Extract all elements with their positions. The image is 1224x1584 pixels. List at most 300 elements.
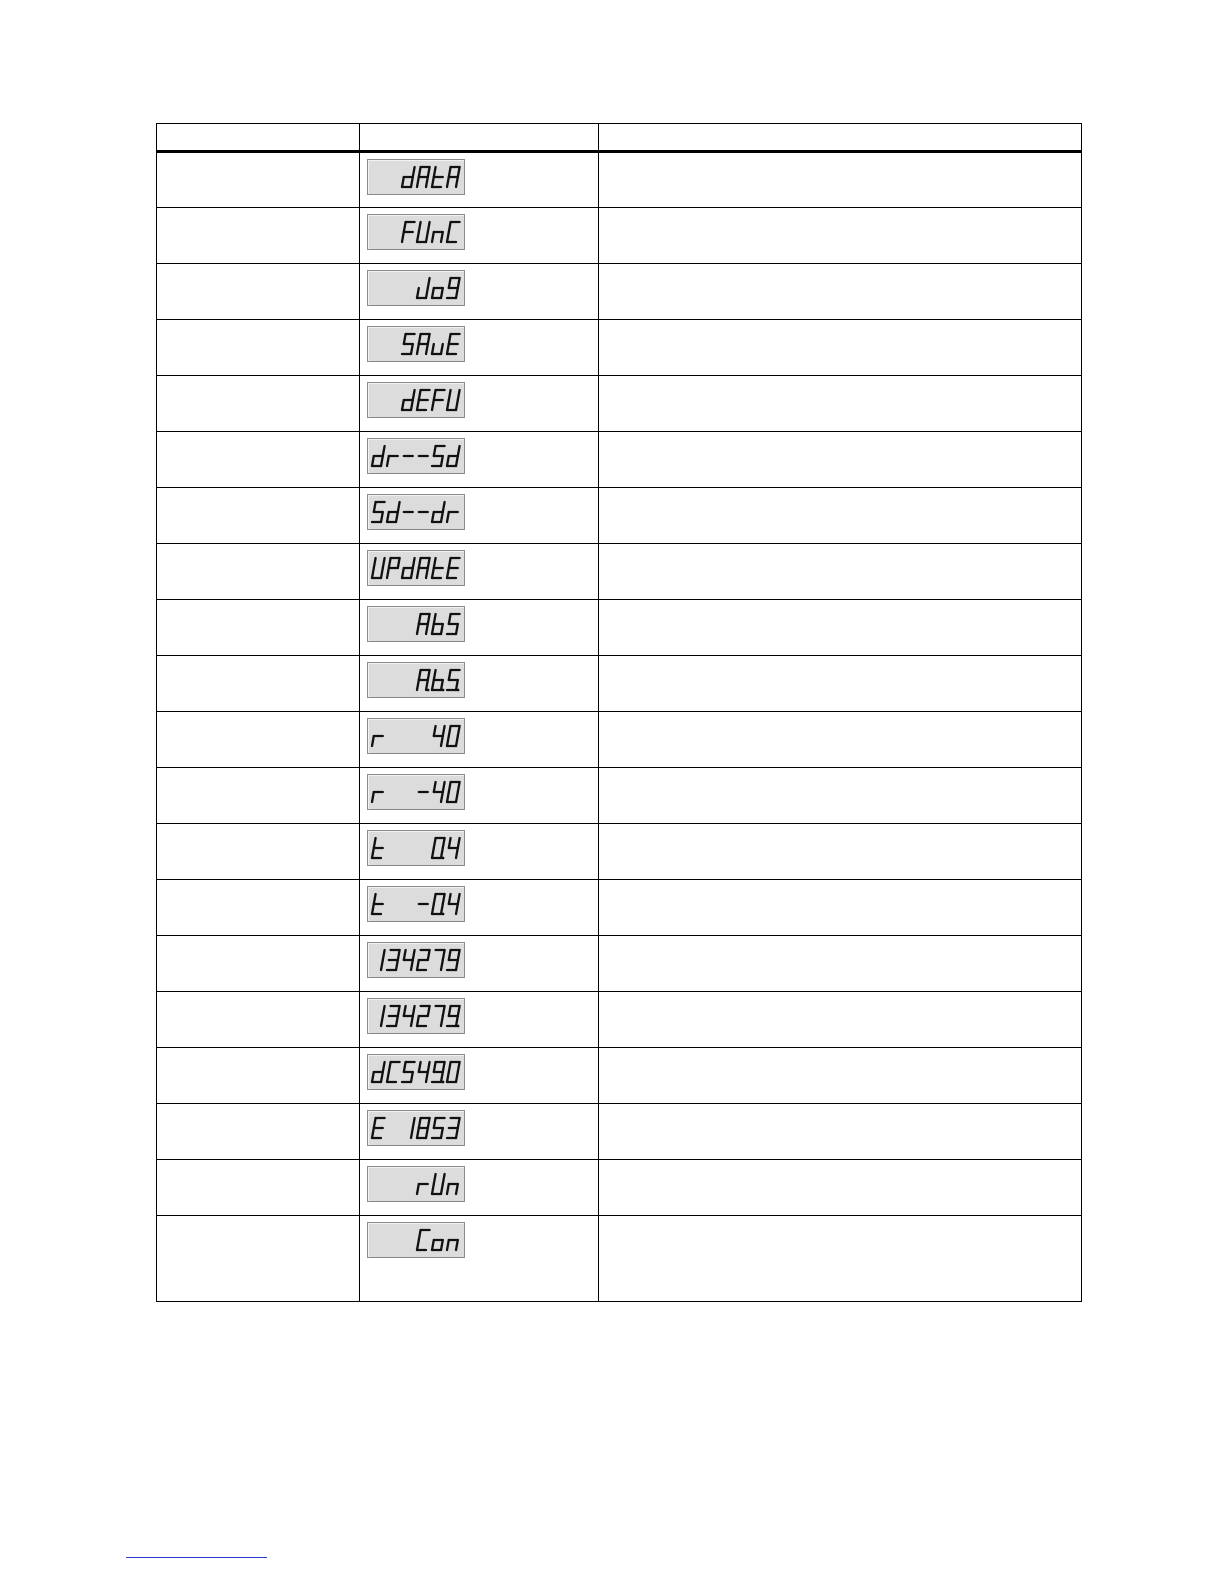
lcd-segment [413, 950, 415, 960]
lcd-segment [419, 167, 421, 177]
lcd-segment [443, 1062, 445, 1072]
lcd-segment [426, 177, 428, 187]
lcd-segment [449, 167, 451, 177]
description-cell [599, 1160, 1082, 1216]
table-row [157, 992, 1082, 1048]
lcd-segment [449, 278, 451, 288]
lcd-segment [458, 950, 460, 960]
lcd-segment [419, 558, 421, 568]
lcd-segment [456, 960, 458, 970]
lcd-digit [417, 334, 430, 354]
lcd-segment [456, 680, 458, 690]
display-cell [360, 208, 599, 264]
display-cell [360, 1216, 599, 1302]
lcd-display [367, 326, 465, 362]
lcd-digit [372, 792, 383, 802]
lcd-segment [456, 288, 458, 298]
lcd-segment [434, 614, 436, 624]
lcd-digit [417, 1118, 430, 1138]
lcd-segment [434, 1118, 436, 1128]
lcd-digits [368, 215, 464, 249]
lcd-segment [411, 177, 413, 187]
lcd-segment [458, 1118, 460, 1128]
lcd-digit [402, 334, 415, 354]
lcd-digits [368, 495, 464, 529]
lcd-segment [447, 344, 449, 354]
lcd-segment [458, 167, 460, 177]
lcd-display [367, 550, 465, 586]
lcd-display [367, 1166, 465, 1202]
lcd-segment [449, 614, 451, 624]
lcd-segment [396, 1016, 398, 1026]
lcd-segment [402, 568, 404, 578]
name-cell [157, 712, 360, 768]
display-cell [360, 1104, 599, 1160]
name-cell [157, 208, 360, 264]
description-cell [599, 488, 1082, 544]
lcd-segment [374, 894, 376, 904]
lcd-digit [432, 558, 443, 578]
display-cell [360, 1160, 599, 1216]
lcd-segment [447, 736, 449, 746]
footer-link-underline [126, 1557, 267, 1558]
lcd-digit [417, 950, 430, 970]
lcd-display [367, 886, 465, 922]
display-cell [360, 880, 599, 936]
description-cell [599, 712, 1082, 768]
lcd-digit [432, 1118, 445, 1138]
lcd-digit [381, 950, 385, 970]
lcd-digit [447, 334, 460, 354]
lcd-digit [447, 222, 460, 242]
lcd-segment [432, 232, 434, 242]
lcd-segment [372, 456, 374, 466]
lcd-segment [456, 177, 458, 187]
lcd-digit [432, 670, 444, 691]
lcd-digit [387, 456, 398, 466]
lcd-segment [447, 400, 449, 410]
display-cell [360, 376, 599, 432]
description-cell [599, 264, 1082, 320]
lcd-digit [372, 736, 383, 746]
lcd-digits [368, 775, 464, 809]
lcd-digit [447, 614, 460, 634]
lcd-digit [402, 167, 415, 187]
name-cell [157, 1048, 360, 1104]
lcd-segment [413, 167, 415, 177]
table-row [157, 432, 1082, 488]
lcd-digit [447, 167, 460, 187]
lcd-segment [434, 167, 436, 177]
lcd-decimal-point [442, 689, 445, 692]
lcd-decimal-point [442, 913, 445, 916]
lcd-display [367, 270, 465, 306]
lcd-segment [443, 894, 445, 904]
lcd-digits [368, 663, 464, 697]
lcd-segment [411, 1072, 413, 1082]
lcd-segment [381, 1016, 383, 1026]
lcd-segment [449, 838, 451, 848]
lcd-digits [368, 551, 464, 585]
lcd-segment [383, 1006, 385, 1016]
lcd-segment [458, 1006, 460, 1016]
lcd-segment [413, 1006, 415, 1016]
lcd-segment [456, 792, 458, 802]
lcd-segment [402, 232, 404, 242]
lcd-digits [368, 719, 464, 753]
lcd-segment [381, 456, 383, 466]
lcd-segment [458, 782, 460, 792]
lcd-segment [411, 1128, 413, 1138]
lcd-digit [387, 1006, 400, 1026]
lcd-digit [447, 278, 460, 298]
lcd-digit [417, 278, 430, 298]
table-row [157, 1216, 1082, 1302]
name-cell [157, 488, 360, 544]
lcd-segment [434, 1174, 436, 1184]
table-row [157, 1048, 1082, 1104]
lcd-segment [434, 894, 436, 904]
lcd-digit [447, 670, 460, 691]
lcd-segment [441, 904, 443, 914]
lcd-segment [372, 1128, 374, 1138]
lcd-display [367, 159, 465, 195]
lcd-segment [396, 960, 398, 970]
lcd-segment [428, 334, 430, 344]
lcd-segment [404, 222, 406, 232]
lcd-digit [447, 446, 460, 466]
name-cell [157, 264, 360, 320]
display-cell [360, 432, 599, 488]
lcd-segment [443, 726, 445, 736]
lcd-display [367, 382, 465, 418]
lcd-digit [381, 1006, 385, 1026]
lcd-digit [434, 726, 445, 746]
name-cell [157, 376, 360, 432]
lcd-segment [449, 390, 451, 400]
name-cell [157, 992, 360, 1048]
lcd-digit [447, 950, 460, 970]
lcd-segment [458, 1062, 460, 1072]
lcd-digit [417, 167, 430, 187]
lcd-digit [417, 1230, 430, 1250]
lcd-segment [443, 1174, 445, 1184]
lcd-segment [381, 1072, 383, 1082]
lcd-segment [398, 558, 400, 568]
lcd-segment [398, 502, 400, 512]
lcd-segment [428, 558, 430, 568]
description-cell [599, 432, 1082, 488]
table-row [157, 880, 1082, 936]
lcd-digit [447, 726, 460, 746]
lcd-digits [368, 831, 464, 865]
table-header-row [157, 124, 1082, 152]
lcd-segment [434, 390, 436, 400]
lcd-digit [447, 1240, 458, 1250]
lcd-segment [441, 512, 443, 522]
lcd-segment [443, 838, 445, 848]
lcd-digit [372, 1062, 385, 1082]
lcd-segment [456, 1240, 458, 1250]
lcd-segment [419, 1230, 421, 1240]
lcd-segment [458, 446, 460, 456]
lcd-digits [368, 383, 464, 417]
lcd-segment [381, 568, 383, 578]
lcd-segment [456, 1184, 458, 1194]
lcd-digit [402, 390, 415, 410]
table-row [157, 712, 1082, 768]
lcd-segment [389, 1062, 391, 1072]
lcd-digit [417, 1006, 430, 1026]
lcd-display [367, 718, 465, 754]
lcd-segment [428, 950, 430, 960]
lcd-digit [404, 950, 415, 970]
description-cell [599, 824, 1082, 880]
lcd-segment [434, 838, 436, 848]
display-cell [360, 544, 599, 600]
lcd-segment [417, 568, 419, 578]
lcd-segment [402, 177, 404, 187]
lcd-segment [449, 1006, 451, 1016]
lcd-digits [368, 999, 464, 1033]
lcd-display [367, 830, 465, 866]
lcd-segment [404, 1006, 406, 1016]
lcd-segment [456, 1128, 458, 1138]
lcd-digit [417, 558, 430, 578]
lcd-segment [456, 456, 458, 466]
lcd-segment [387, 456, 389, 466]
lcd-segment [456, 624, 458, 634]
lcd-segment [456, 400, 458, 410]
table-row [157, 936, 1082, 992]
lcd-segment [402, 400, 404, 410]
lcd-segment [447, 177, 449, 187]
description-cell [599, 1048, 1082, 1104]
lcd-segment [417, 1184, 419, 1194]
lcd-segment [458, 390, 460, 400]
name-cell [157, 768, 360, 824]
lcd-segment [372, 568, 374, 578]
lcd-segment [428, 1118, 430, 1128]
lcd-segment [383, 558, 385, 568]
lcd-segment [428, 1006, 430, 1016]
lcd-segment [404, 950, 406, 960]
lcd-segment [449, 782, 451, 792]
lcd-segment [411, 568, 413, 578]
description-cell [599, 544, 1082, 600]
lcd-segment [443, 782, 445, 792]
lcd-digit [447, 1006, 460, 1027]
description-cell [599, 152, 1082, 208]
lcd-digit [372, 838, 383, 858]
lcd-display [367, 942, 465, 978]
lcd-digit [447, 782, 460, 802]
lcd-segment [389, 558, 391, 568]
lcd-segment [441, 288, 443, 298]
display-cell [360, 488, 599, 544]
lcd-segment [458, 838, 460, 848]
lcd-digit [432, 288, 443, 298]
table-row [157, 208, 1082, 264]
lcd-digits [368, 607, 464, 641]
lcd-segment [449, 334, 451, 344]
lcd-segment [398, 1006, 400, 1016]
lcd-segment [443, 1006, 445, 1016]
lcd-digit [387, 1062, 400, 1082]
lcd-segment [383, 950, 385, 960]
description-cell [599, 600, 1082, 656]
lcd-segment [456, 1016, 458, 1026]
lcd-display [367, 998, 465, 1034]
lcd-display [367, 438, 465, 474]
lcd-segment [426, 680, 428, 690]
lcd-segment [441, 1240, 443, 1250]
lcd-display [367, 774, 465, 810]
display-cell [360, 768, 599, 824]
lcd-segment [374, 1118, 376, 1128]
name-cell [157, 936, 360, 992]
description-cell [599, 880, 1082, 936]
table-row [157, 488, 1082, 544]
lcd-digit [432, 894, 445, 915]
lcd-digit [432, 446, 445, 466]
lcd-segment [372, 792, 374, 802]
lcd-digit [447, 512, 458, 522]
lcd-segment [441, 848, 443, 858]
lcd-digit [387, 502, 400, 522]
lcd-digits [368, 1111, 464, 1145]
lcd-segment [432, 1184, 434, 1194]
lcd-segment [417, 680, 419, 690]
lcd-segment [441, 960, 443, 970]
lcd-decimal-point [427, 689, 430, 692]
lcd-segment [441, 1016, 443, 1026]
lcd-digit [432, 1174, 445, 1194]
lcd-digits [368, 943, 464, 977]
lcd-digit [402, 1062, 415, 1082]
lcd-digits [368, 271, 464, 305]
lcd-segment [447, 456, 449, 466]
lcd-segment [419, 222, 421, 232]
lcd-segment [447, 1240, 449, 1250]
lcd-segment [381, 960, 383, 970]
lcd-segment [426, 344, 428, 354]
lcd-segment [383, 446, 385, 456]
lcd-display [367, 214, 465, 250]
table-row [157, 152, 1082, 208]
lcd-segment [458, 278, 460, 288]
lcd-segment [417, 624, 419, 634]
lcd-segment [387, 568, 389, 578]
display-cell [360, 992, 599, 1048]
lcd-segment [426, 624, 428, 634]
lcd-segment [413, 558, 415, 568]
lcd-segment [432, 904, 434, 914]
lcd-digit [432, 344, 443, 354]
lcd-digit [447, 390, 460, 410]
lcd-segment [441, 344, 443, 354]
lcd-segment [381, 512, 383, 522]
lcd-segment [419, 1062, 421, 1072]
table-row [157, 1160, 1082, 1216]
lcd-decimal-point [442, 857, 445, 860]
name-cell [157, 880, 360, 936]
lcd-segment [432, 344, 434, 354]
lcd-segment [432, 512, 434, 522]
description-cell [599, 320, 1082, 376]
display-cell [360, 600, 599, 656]
lcd-segment [419, 334, 421, 344]
name-cell [157, 1160, 360, 1216]
lcd-segment [426, 232, 428, 242]
lcd-segment [404, 1062, 406, 1072]
lcd-digit [402, 558, 415, 578]
name-cell [157, 656, 360, 712]
name-cell [157, 1216, 360, 1302]
name-cell [157, 1104, 360, 1160]
lcd-segment [441, 1184, 443, 1194]
name-cell [157, 824, 360, 880]
lcd-segment [419, 1118, 421, 1128]
table-row [157, 824, 1082, 880]
table-row [157, 656, 1082, 712]
lcd-segment [456, 904, 458, 914]
lcd-segment [419, 390, 421, 400]
lcd-digit [432, 614, 443, 634]
lcd-segment [447, 512, 449, 522]
lcd-display [367, 1222, 465, 1258]
name-cell [157, 432, 360, 488]
lcd-segment [441, 736, 443, 746]
lcd-segment [434, 558, 436, 568]
lcd-digit [387, 950, 400, 970]
lcd-segment [441, 792, 443, 802]
description-cell [599, 1104, 1082, 1160]
display-cell [360, 712, 599, 768]
lcd-segment [441, 456, 443, 466]
table-row [157, 768, 1082, 824]
display-cell [360, 936, 599, 992]
lcd-decimal-point [457, 689, 460, 692]
lcd-segment [404, 334, 406, 344]
lcd-segment [432, 288, 434, 298]
lcd-segment [458, 726, 460, 736]
name-cell [157, 152, 360, 208]
lcd-digit [404, 1006, 415, 1026]
lcd-segment [419, 670, 421, 680]
lcd-digit [432, 502, 445, 522]
lcd-digit [402, 222, 415, 242]
lcd-digit [432, 1240, 443, 1250]
lcd-segment [426, 288, 428, 298]
lcd-segment [398, 950, 400, 960]
description-cell [599, 376, 1082, 432]
lcd-digit [447, 1118, 460, 1138]
name-cell [157, 544, 360, 600]
display-cell [360, 824, 599, 880]
lcd-digit [447, 1062, 460, 1082]
lcd-segment [434, 726, 436, 736]
lcd-segment [449, 894, 451, 904]
display-symbols-table [156, 123, 1082, 1302]
lcd-digit [417, 390, 430, 410]
header-cell [599, 124, 1082, 152]
lcd-segment [441, 1128, 443, 1138]
lcd-segment [432, 848, 434, 858]
lcd-segment [426, 1128, 428, 1138]
lcd-segment [441, 1072, 443, 1082]
lcd-segment [396, 512, 398, 522]
